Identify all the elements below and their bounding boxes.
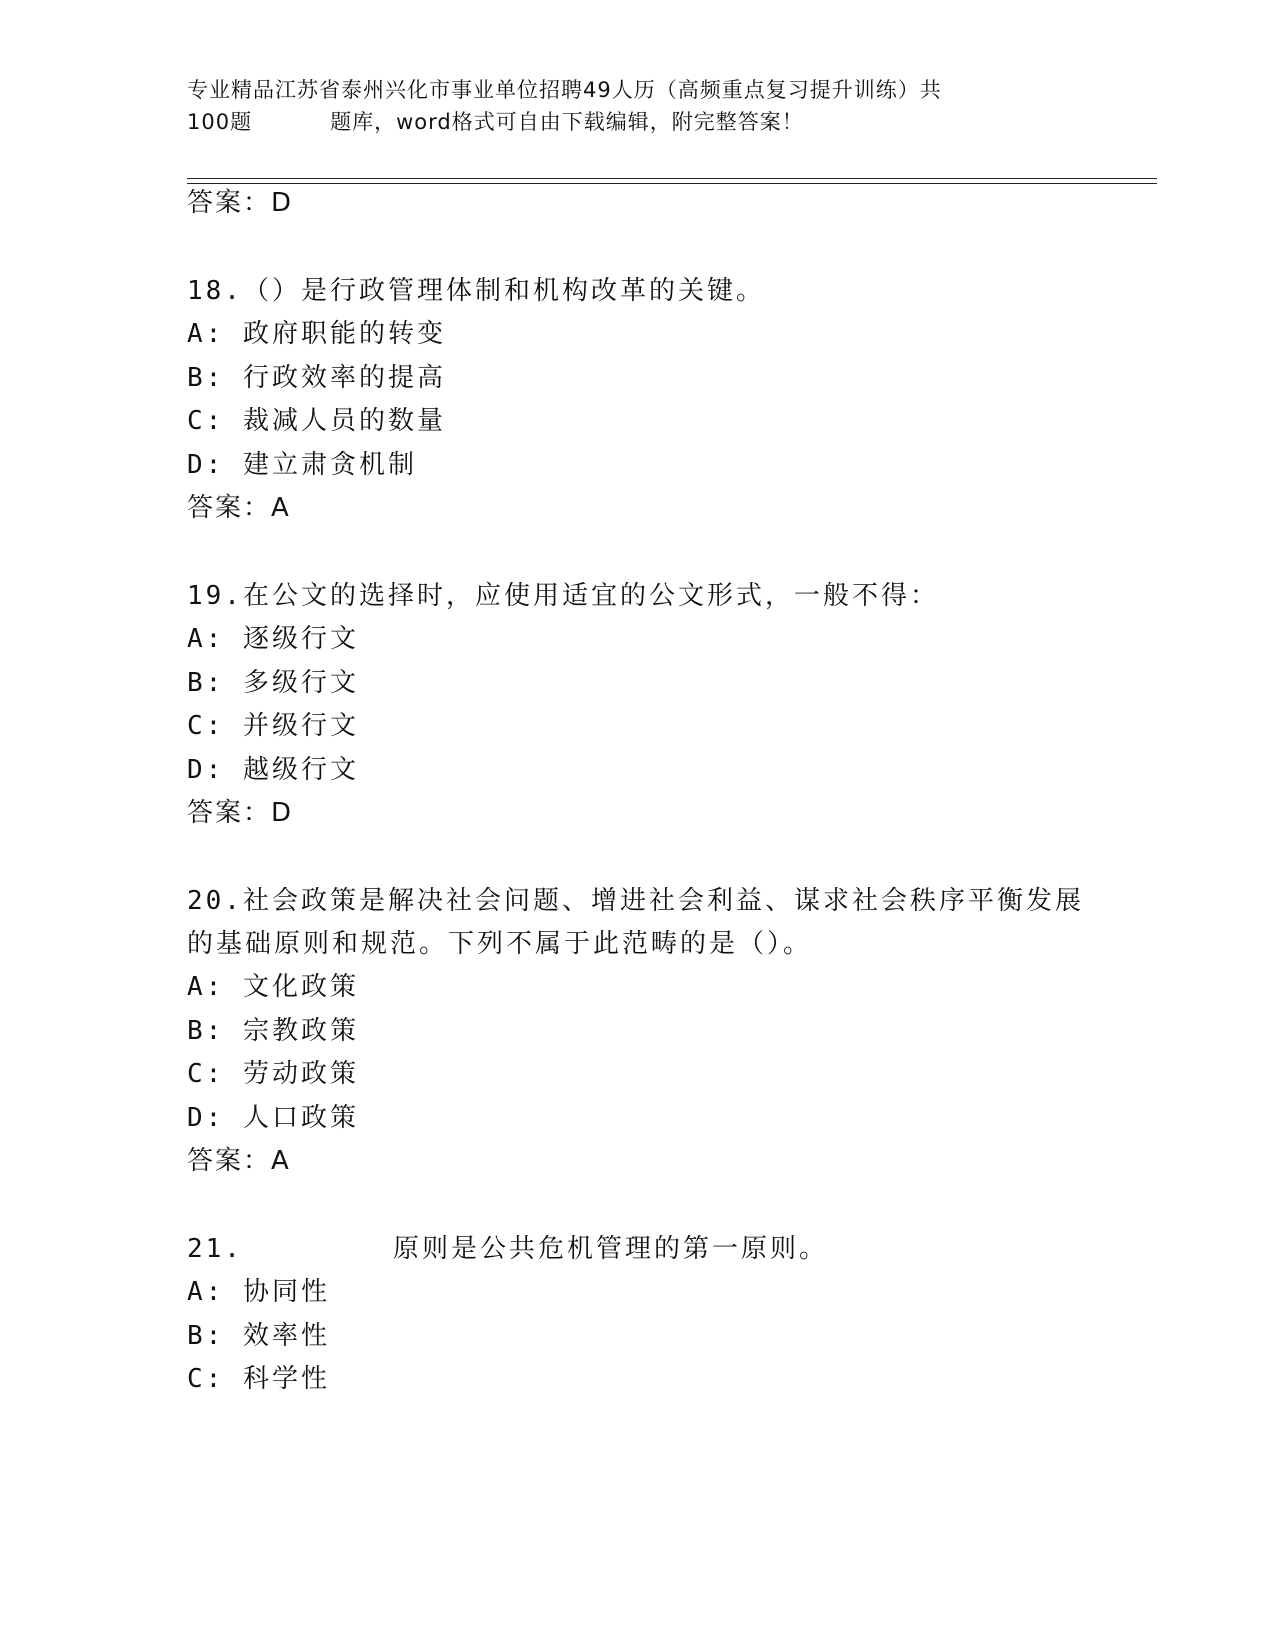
header-count: 100题 (187, 110, 253, 134)
question-20-option-a: A: 文化政策 (187, 972, 359, 1002)
answer-18: 答案：A (187, 493, 291, 523)
answer-19: 答案：D (187, 798, 294, 828)
question-21-option-b: B: 效率性 (187, 1321, 330, 1351)
question-18-option-a: A: 政府职能的转变 (187, 319, 446, 349)
question-19-option-b: B: 多级行文 (187, 668, 359, 698)
question-20-stem-line-1: 20.社会政策是解决社会问题、增进社会利益、谋求社会秩序平衡发展 (187, 886, 1084, 916)
question-20-option-c: C: 劳动政策 (187, 1059, 359, 1089)
question-19-option-c: C: 并级行文 (187, 711, 359, 741)
question-19-stem: 19.在公文的选择时，应使用适宜的公文形式，一般不得： (187, 581, 939, 611)
header-title-line-2 (187, 106, 1067, 138)
question-18-option-b: B: 行政效率的提高 (187, 363, 446, 393)
question-21-text: 原则是公共危机管理的第一原则。 (392, 1234, 828, 1264)
question-19-option-d: D: 越级行文 (187, 755, 359, 785)
document-header (187, 74, 1067, 138)
header-title-line-1: 专业精品江苏省泰州兴化市事业单位招聘49人历（高频重点复习提升训练）共 (187, 78, 942, 102)
question-21-stem (187, 1231, 828, 1267)
question-21-number: 21. (187, 1234, 243, 1264)
answer-20: 答案：A (187, 1146, 291, 1176)
question-19-option-a: A: 逐级行文 (187, 624, 359, 654)
answer-17: 答案：D (187, 188, 294, 218)
question-18-stem: 18.（）是行政管理体制和机构改革的关键。 (187, 276, 765, 306)
header-subtitle: 题库，word格式可自由下载编辑，附完整答案！ (330, 110, 804, 134)
question-20-option-d: D: 人口政策 (187, 1103, 359, 1133)
header-divider-bottom (187, 183, 1157, 184)
question-21-option-c: C: 科学性 (187, 1364, 330, 1394)
header-divider-top (187, 178, 1157, 179)
question-18-option-d: D: 建立肃贪机制 (187, 450, 417, 480)
question-18-option-c: C: 裁减人员的数量 (187, 406, 446, 436)
question-20-option-b: B: 宗教政策 (187, 1016, 359, 1046)
question-21-option-a: A: 协同性 (187, 1277, 330, 1307)
question-20-stem-line-2: 的基础原则和规范。下列不属于此范畴的是（）。 (187, 929, 813, 959)
